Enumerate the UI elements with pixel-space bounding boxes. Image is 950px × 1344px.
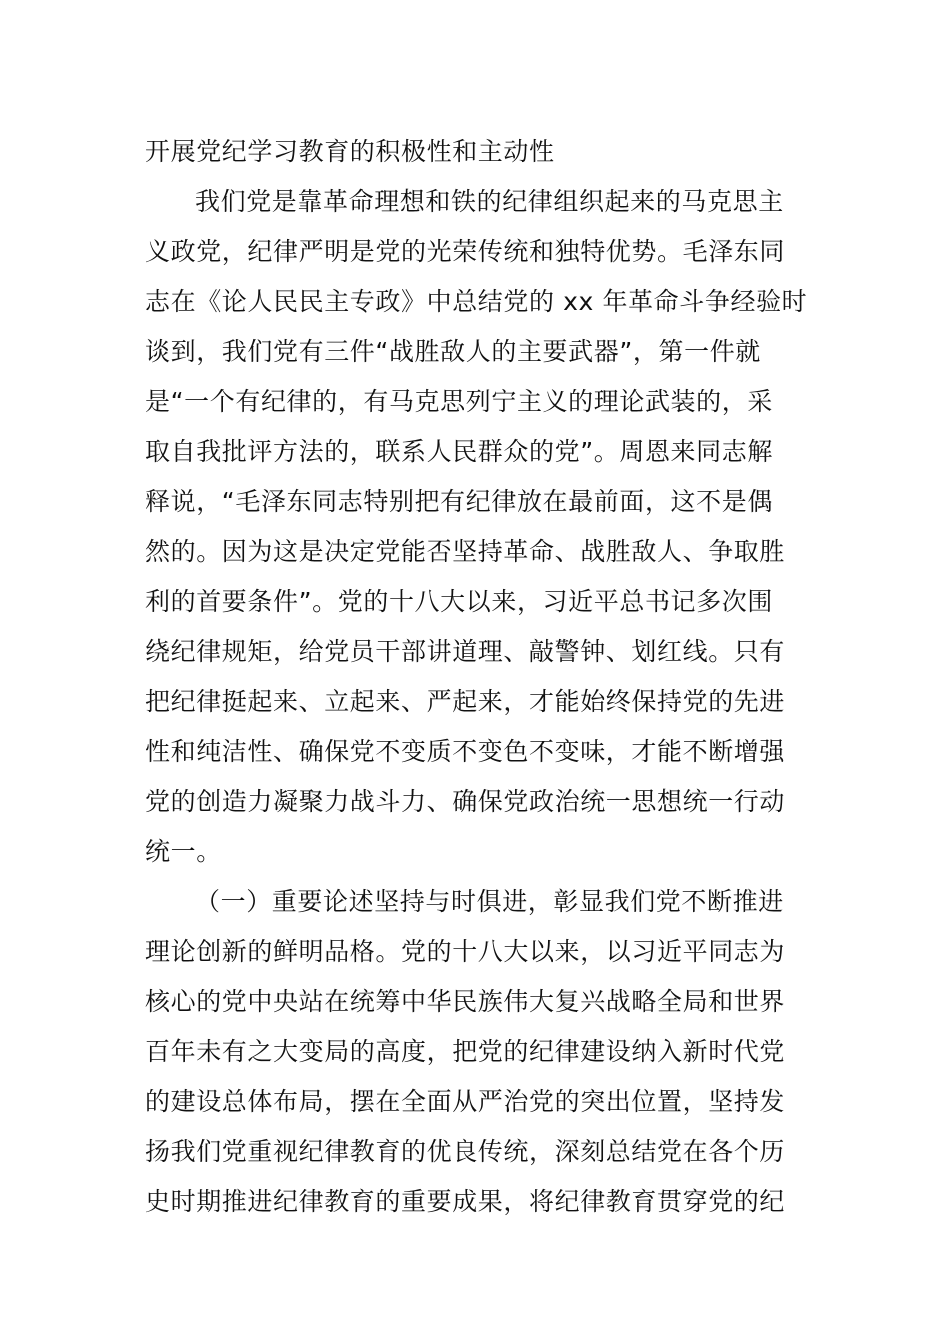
- text-line: 史时期推进纪律教育的重要成果，将纪律教育贯穿党的纪: [145, 1187, 786, 1216]
- text-line: 然的。因为这是决定党能否坚持革命、战胜敌人、争取胜: [145, 537, 786, 566]
- text-line: 义政党，纪律严明是党的光荣传统和独特优势。毛泽东同: [145, 237, 786, 266]
- text-line: 统一。: [145, 837, 222, 866]
- text-line: 绕纪律规矩，给党员干部讲道理、敲警钟、划红线。只有: [145, 637, 786, 666]
- text-line: 扬我们党重视纪律教育的优良传统，深刻总结党在各个历: [145, 1137, 786, 1166]
- text-line: 释说，“毛泽东同志特别把有纪律放在最前面，这不是偶: [145, 487, 773, 516]
- text-line: 核心的党中央站在统筹中华民族伟大复兴战略全局和世界: [145, 987, 786, 1016]
- text-line: 性和纯洁性、确保党不变质不变色不变味，才能不断增强: [145, 737, 786, 766]
- text-line: 理论创新的鲜明品格。党的十八大以来，以习近平同志为: [145, 937, 786, 966]
- text-line: 党的创造力凝聚力战斗力、确保党政治统一思想统一行动: [145, 787, 786, 816]
- text-line: 开展党纪学习教育的积极性和主动性: [145, 137, 555, 166]
- text-line: 是“一个有纪律的，有马克思列宁主义的理论武装的，采: [145, 387, 773, 416]
- text-line: 的建设总体布局，摆在全面从严治党的突出位置，坚持发: [145, 1087, 786, 1116]
- text-line: 把纪律挺起来、立起来、严起来，才能始终保持党的先进: [145, 687, 786, 716]
- text-line: 利的首要条件”。党的十八大以来，习近平总书记多次围: [145, 587, 773, 616]
- paragraph-first-line: 我们党是靠革命理想和铁的纪律组织起来的马克思主: [195, 187, 784, 216]
- text-line: 志在《论人民民主专政》中总结党的 xx 年革命斗争经验时: [145, 287, 808, 316]
- text-line: 取自我批评方法的，联系人民群众的党”。周恩来同志解: [145, 437, 773, 466]
- text-line: 谈到，我们党有三件“战胜敌人的主要武器”，第一件就: [145, 337, 761, 366]
- text-line: 百年未有之大变局的高度，把党的纪律建设纳入新时代党: [145, 1037, 786, 1066]
- paragraph-first-line: （一）重要论述坚持与时俱进，彰显我们党不断推进: [195, 887, 784, 916]
